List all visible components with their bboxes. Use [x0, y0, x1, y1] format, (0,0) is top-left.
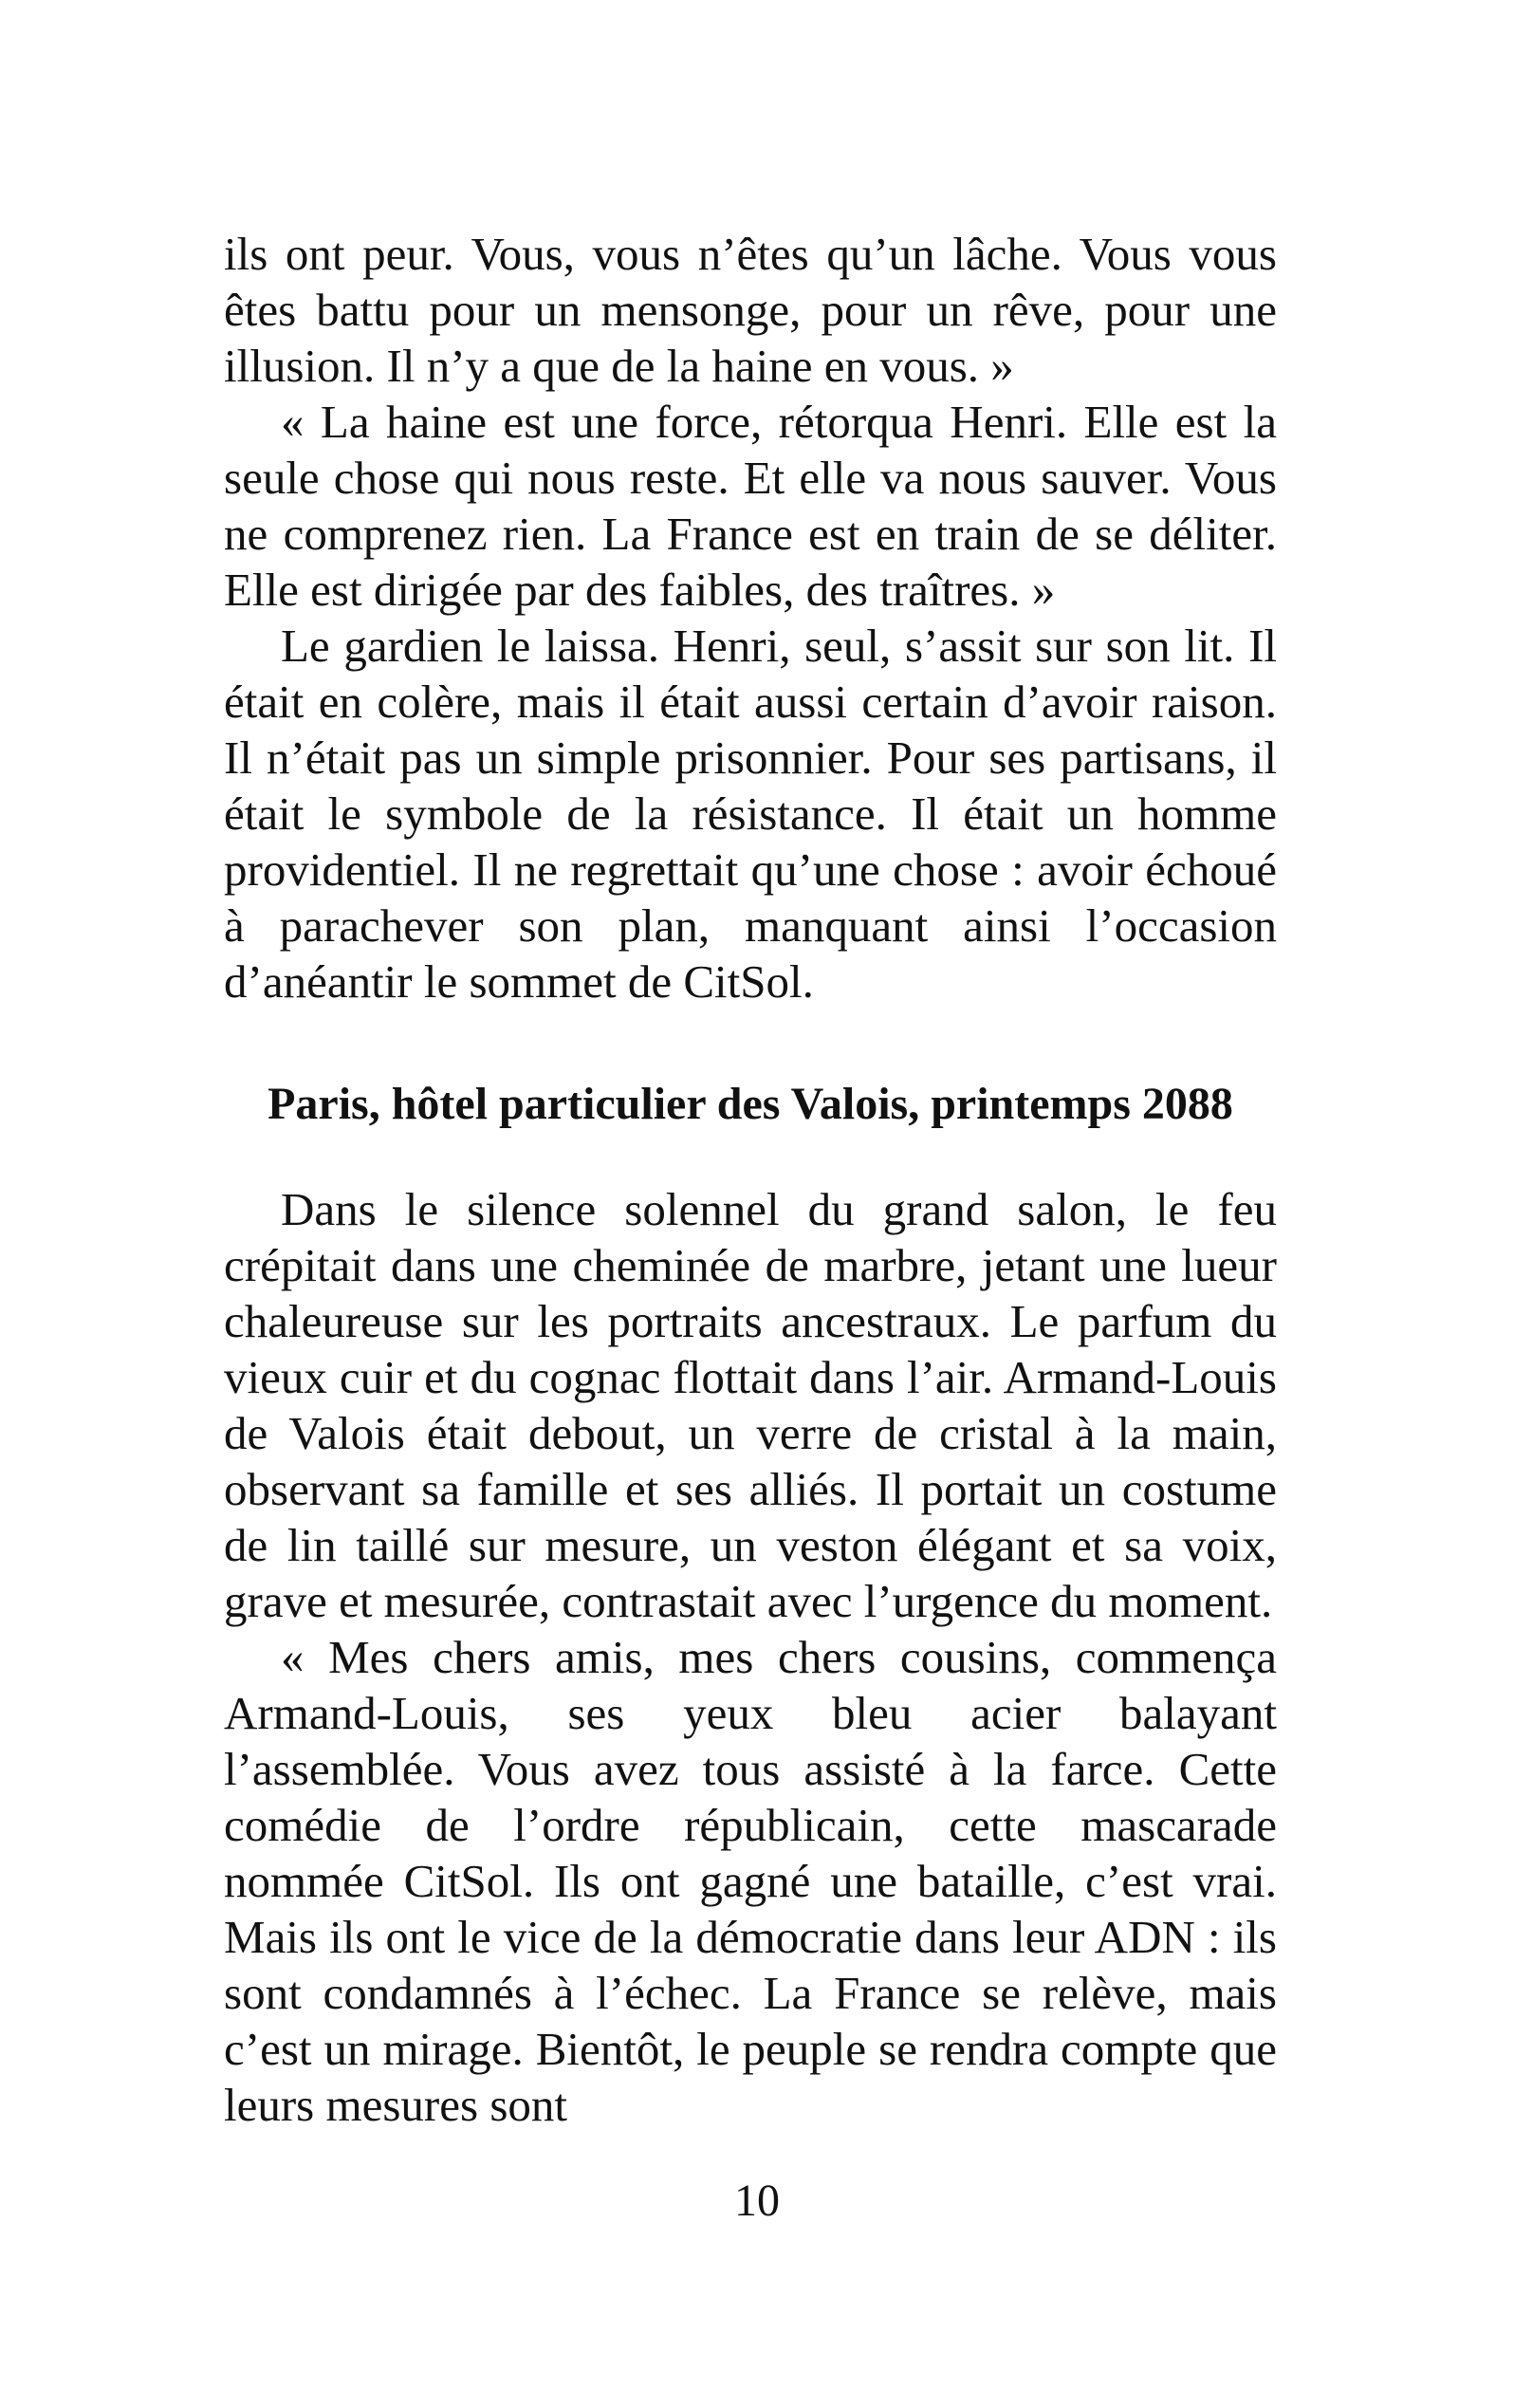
paragraph-continuation: ils ont peur. Vous, vous n’êtes qu’un lâche. Vous vous êtes battu pour un mensonge, pour un rêve, pour une illusion. Il n’y a que de la haine en vous. »	[224, 228, 1277, 392]
paragraph-armand-louis-speech: « Mes chers amis, mes chers cousins, commença Armand-Louis, ses yeux bleu acier balayant l’assemblée. Vous avez tous assisté à la farce. Cette comédie de l’ordre républicain, cette mascarade nommée CitSol. Ils ont gagné une bataille, c’est vrai. Mais ils ont le vice de la démocratie dans leur ADN : ils sont condamnés à l’échec. La France se relève, mais c’est un mirage. Bientôt, le peuple se rendra compte que leurs mesures sont	[224, 1631, 1277, 2131]
page-number: 10	[734, 2176, 780, 2226]
section-heading: Paris, hôtel particulier des Valois, printemps 2088	[268, 1079, 1233, 1129]
paragraph-dialogue-henri: « La haine est une force, rétorqua Henri. Elle est la seule chose qui nous reste. Et elle va nous sauver. Vous ne comprenez rien. La France est en train de se déliter. Elle est dirigée par des faibles, des traîtres. »	[224, 396, 1277, 616]
paragraph-grand-salon: Dans le silence solennel du grand salon, le feu crépitait dans une cheminée de marbre, jetant une lueur chaleureuse sur les portraits ancestraux. Le parfum du vieux cuir et du cognac flottait dans l’air. Armand-Louis de Valois était debout, un verre de cristal à la main, observant sa famille et ses alliés. Il portait un costume de lin taillé sur mesure, un veston élégant et sa voix, grave et mesurée, contrastait avec l’urgence du moment.	[224, 1183, 1277, 1627]
top-text-block	[224, 226, 1277, 1010]
paragraph-guardian-left: Le gardien le laissa. Henri, seul, s’assit sur son lit. Il était en colère, mais il était aussi certain d’avoir raison. Il n’était pas un simple prisonnier. Pour ses partisans, il était le symbole de la résistance. Il était un homme providentiel. Il ne regrettait qu’une chose : avoir échoué à parachever son plan, manquant ainsi l’occasion d’anéantir le sommet de CitSol.	[224, 620, 1277, 1008]
bottom-text-block	[224, 1181, 1277, 2133]
